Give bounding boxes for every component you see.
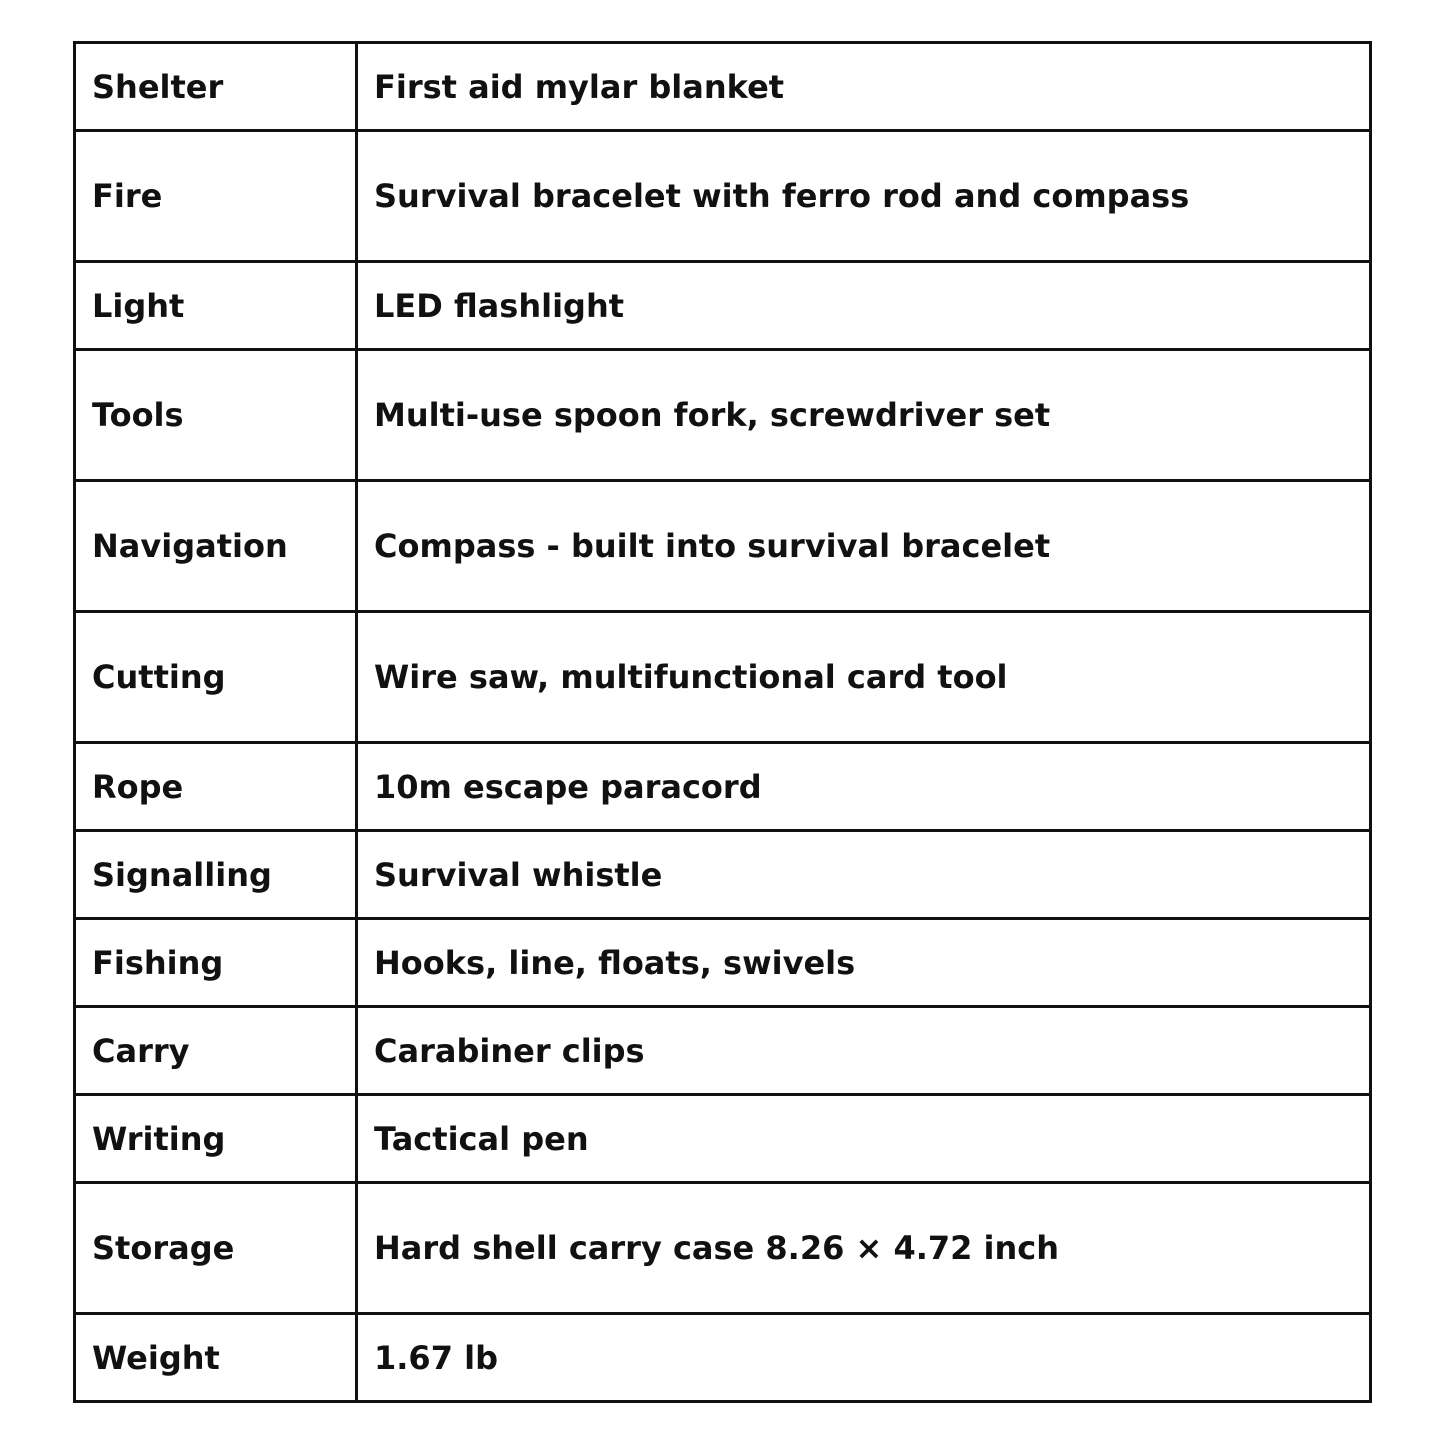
table-row [75,350,1371,481]
category-cell: Carry [75,1007,357,1095]
spec-table-body [75,43,1371,1402]
item-cell: Compass - built into survival bracelet [357,481,1371,612]
item-cell: First aid mylar blanket [357,43,1371,131]
item-cell: 10m escape paracord [357,743,1371,831]
category-cell: Cutting [75,612,357,743]
table-row [75,262,1371,350]
item-cell: Survival bracelet with ferro rod and compass [357,131,1371,262]
table-row [75,1183,1371,1314]
category-cell: Fishing [75,919,357,1007]
item-cell: Multi-use spoon fork, screwdriver set [357,350,1371,481]
item-cell: Carabiner clips [357,1007,1371,1095]
category-cell: Tools [75,350,357,481]
item-cell: LED flashlight [357,262,1371,350]
table-row [75,131,1371,262]
table-row [75,1314,1371,1402]
category-cell: Navigation [75,481,357,612]
table-row [75,919,1371,1007]
item-cell: Hooks, line, floats, swivels [357,919,1371,1007]
category-cell: Rope [75,743,357,831]
category-cell: Weight [75,1314,357,1402]
table-row [75,831,1371,919]
table-row [75,1095,1371,1183]
table-row [75,43,1371,131]
table-row [75,612,1371,743]
category-cell: Signalling [75,831,357,919]
item-cell: 1.67 lb [357,1314,1371,1402]
category-cell: Shelter [75,43,357,131]
category-cell: Writing [75,1095,357,1183]
item-cell: Survival whistle [357,831,1371,919]
category-cell: Fire [75,131,357,262]
spec-table [73,41,1372,1403]
item-cell: Wire saw, multifunctional card tool [357,612,1371,743]
category-cell: Light [75,262,357,350]
table-row [75,481,1371,612]
item-cell: Hard shell carry case 8.26 × 4.72 inch [357,1183,1371,1314]
item-cell: Tactical pen [357,1095,1371,1183]
table-row [75,1007,1371,1095]
category-cell: Storage [75,1183,357,1314]
table-row [75,743,1371,831]
